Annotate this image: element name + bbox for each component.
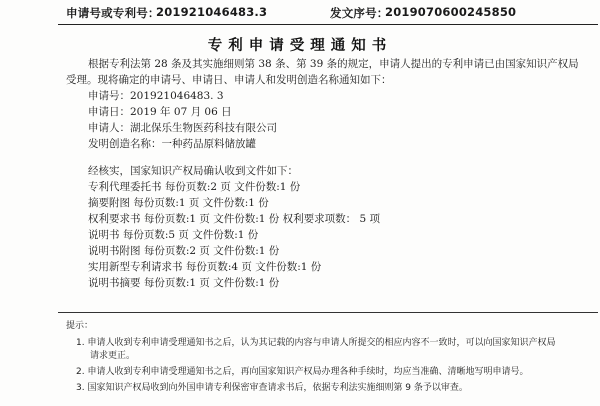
- field-invention-name: [88, 138, 256, 151]
- field-value: 一种药品原料储放罐: [161, 138, 256, 150]
- notes-divider: [58, 312, 598, 313]
- intro-line-1: 根据专利法第 28 条及其实施细则第 38 条、第 39 条的规定，申请人提出的专利申请已由国家知识产权局: [88, 58, 579, 70]
- file-entry: 权利要求书 每份页数:1 页 文件份数:1 份 权利要求项数： 5 项: [88, 213, 380, 225]
- dispatch-number-value: 2019070600245850: [385, 5, 517, 19]
- field-application-date: [88, 106, 232, 119]
- file-entry: 摘要附图 每份页数:1 页 文件份数:1 份: [88, 197, 269, 209]
- field-label: 发明创造名称：: [88, 138, 162, 150]
- dispatch-number-label: 发文序号：: [330, 6, 389, 20]
- notes-heading: 提示：: [66, 321, 94, 331]
- document-header: [0, 0, 600, 26]
- field-application-number: [88, 90, 224, 103]
- field-label: 申请人：: [88, 122, 130, 134]
- field-value: 201921046483. 3: [130, 90, 224, 102]
- file-entry: 说明书附图 每份页数:2 页 文件份数:1 份: [88, 245, 280, 257]
- note-item: 请求更正。: [90, 351, 136, 361]
- field-applicant: [88, 122, 277, 135]
- file-entry: 说明书摘要 每份页数:1 页 文件份数:1 份: [88, 277, 280, 289]
- field-label: 申请号：: [88, 90, 130, 102]
- field-value: 湖北保乐生物医药科技有限公司: [130, 122, 277, 134]
- intro-line-2: 受理。现将确定的申请号、申请日、申请人和发明创造名称通知如下：: [66, 74, 392, 86]
- header-divider: [58, 24, 598, 25]
- note-item: 3. 国家知识产权局收到向外国申请专利保密审查请求书后，依据专利法实施细则第 9 条予以审查。: [76, 383, 468, 393]
- document-title: 专利申请受理通知书: [207, 37, 393, 54]
- files-intro: 经核实，国家知识产权局确认收到文件如下：: [88, 165, 298, 177]
- field-label: 申请日：: [88, 106, 130, 118]
- application-number-label: 申请号或专利号：: [66, 6, 160, 20]
- note-item: 1. 申请人收到专利申请受理通知书之后，认为其记载的内容与申请人所提交的相应内容不一致时，可以向国家知识产权局: [76, 338, 556, 348]
- file-entry: 说明书 每份页数:5 页 文件份数:1 份: [88, 229, 259, 241]
- field-value: 2019 年 07 月 06 日: [130, 106, 232, 118]
- file-entry: 专利代理委托书 每份页数:2 页 文件份数:1 份: [88, 181, 301, 193]
- note-item: 2. 申请人收到专利申请受理通知书之后，再向国家知识产权局办理各种手续时，均应当准确、清晰地写明申请号。: [76, 367, 529, 377]
- file-entry: 实用新型专利请求书 每份页数:4 页 文件份数:1 份: [88, 261, 322, 273]
- application-number-value: 201921046483.3: [156, 5, 268, 19]
